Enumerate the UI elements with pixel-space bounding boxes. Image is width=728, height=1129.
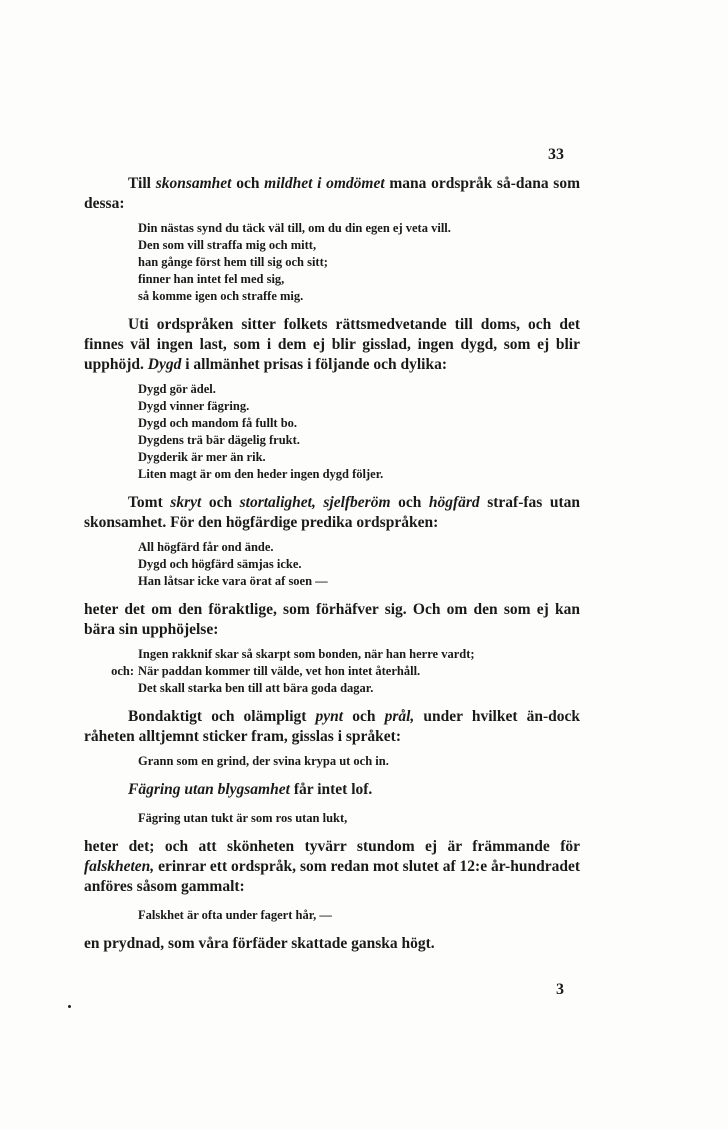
- paragraph-6: [84, 780, 580, 800]
- emphasis: skonsamhet: [155, 175, 232, 192]
- text: får intet lof.: [289, 781, 373, 798]
- proverb-block-7: [84, 907, 580, 924]
- proverb-line: Falskhet är ofta under fagert hår, —: [138, 908, 332, 922]
- proverb-row: [84, 646, 580, 663]
- spacer: [84, 646, 138, 663]
- emphasis: högfärd: [428, 494, 480, 511]
- text: Tomt: [128, 494, 171, 511]
- emphasis: Fägring utan blygsamhet: [128, 781, 290, 798]
- proverb-line: Dygd gör ädel.: [138, 382, 216, 396]
- proverb-block-2: [84, 381, 580, 483]
- proverb-block-6: [84, 810, 580, 827]
- spacer: [84, 680, 138, 697]
- text: Till: [128, 175, 156, 192]
- text: i allmänhet prisas i följande och dylika:: [181, 356, 448, 373]
- emphasis: stortalighet, sjelfberöm: [239, 494, 391, 511]
- text: Uti ordspråken sitter folkets rättsmedvetande till doms, och det finnes väl ingen last, som i dem ej blir gisslad, ingen dygd, som ej blir upphöjd.: [84, 316, 580, 373]
- text: heter det; och att skönheten tyvärr stundom ej är främmande för: [84, 838, 580, 855]
- emphasis: falskheten,: [84, 858, 155, 875]
- text: och: [231, 175, 265, 192]
- proverb-block-5: [84, 753, 580, 770]
- proverb-block-4: [84, 646, 580, 697]
- proverb-line: Fägring utan tukt är som ros utan lukt,: [138, 811, 348, 825]
- proverb-line: Dygderik är mer än rik.: [138, 450, 266, 464]
- proverb-line: Dygd och högfärd sämjas icke.: [138, 557, 302, 571]
- paragraph-2: [84, 315, 580, 375]
- emphasis: skryt: [170, 494, 202, 511]
- text: straf-fas utan skonsamhet. För den högfärdige predika ordspråken:: [84, 494, 581, 531]
- proverb-line: Det skall starka ben till att bära goda dagar.: [138, 681, 374, 695]
- text: under hvilket än-dock råheten alltjemnt sticker fram, gisslas i språket:: [84, 708, 580, 745]
- proverb-block-1: [84, 220, 580, 305]
- proverb-block-3: [84, 539, 580, 590]
- proverb-line: Dygd vinner fägring.: [138, 399, 250, 413]
- text: mana ordspråk så-dana som dessa:: [84, 175, 581, 212]
- proverb-line: Dygdens trä bär dägelig frukt.: [138, 433, 300, 447]
- text: och: [390, 494, 429, 511]
- proverb-line: När paddan kommer till välde, vet hon intet återhåll.: [138, 664, 421, 678]
- proverb-line: Ingen rakknif skar så skarpt som bonden, när han herre vardt;: [138, 647, 475, 661]
- proverb-line: All högfärd får ond ände.: [138, 540, 274, 554]
- emphasis: mildhet i omdömet: [264, 175, 385, 192]
- proverb-line: finner han intet fel med sig,: [138, 272, 285, 286]
- emphasis: Dygd: [147, 356, 182, 373]
- proverb-line: så komme igen och straffe mig.: [138, 289, 304, 303]
- text: Bondaktigt och olämpligt: [128, 708, 316, 725]
- page-body: [84, 174, 580, 954]
- proverb-line: Den som vill straffa mig och mitt,: [138, 238, 317, 252]
- paragraph-1: [84, 174, 580, 214]
- paragraph-3: [84, 493, 580, 533]
- emphasis: pynt: [315, 708, 344, 725]
- proverb-line: Dygd och mandom få fullt bo.: [138, 416, 298, 430]
- proverb-row: [84, 680, 580, 697]
- proverb-line: Din nästas synd du täck väl till, om du din egen ej veta vill.: [138, 221, 451, 235]
- text: erinrar ett ordspråk, som redan mot slutet af 12:e år-hundradet anföres såsom gammalt:: [84, 858, 580, 895]
- paragraph-7: [84, 837, 580, 897]
- proverb-prefix: och:: [111, 664, 134, 678]
- paragraph-4: heter det om den föraktlige, som förhäfver sig. Och om den som ej kan bära sin upphöjelse:: [84, 601, 580, 638]
- proverb-line: Liten magt är om den heder ingen dygd följer.: [138, 467, 384, 481]
- proverb-line: Han låtsar icke vara örat af soen —: [138, 574, 328, 588]
- text: och: [201, 494, 240, 511]
- text: och: [343, 708, 385, 725]
- ink-dot: [68, 1005, 71, 1008]
- paragraph-8: en prydnad, som våra förfäder skattade ganska högt.: [84, 935, 435, 952]
- proverb-row: [84, 663, 580, 680]
- emphasis: prål,: [384, 708, 415, 725]
- page-number: 33: [548, 146, 564, 163]
- proverb-line: han gånge först hem till sig och sitt;: [138, 255, 328, 269]
- proverb-line: Grann som en grind, der svina krypa ut och in.: [138, 754, 389, 768]
- paragraph-5: [84, 707, 580, 747]
- signature-mark: 3: [556, 981, 564, 998]
